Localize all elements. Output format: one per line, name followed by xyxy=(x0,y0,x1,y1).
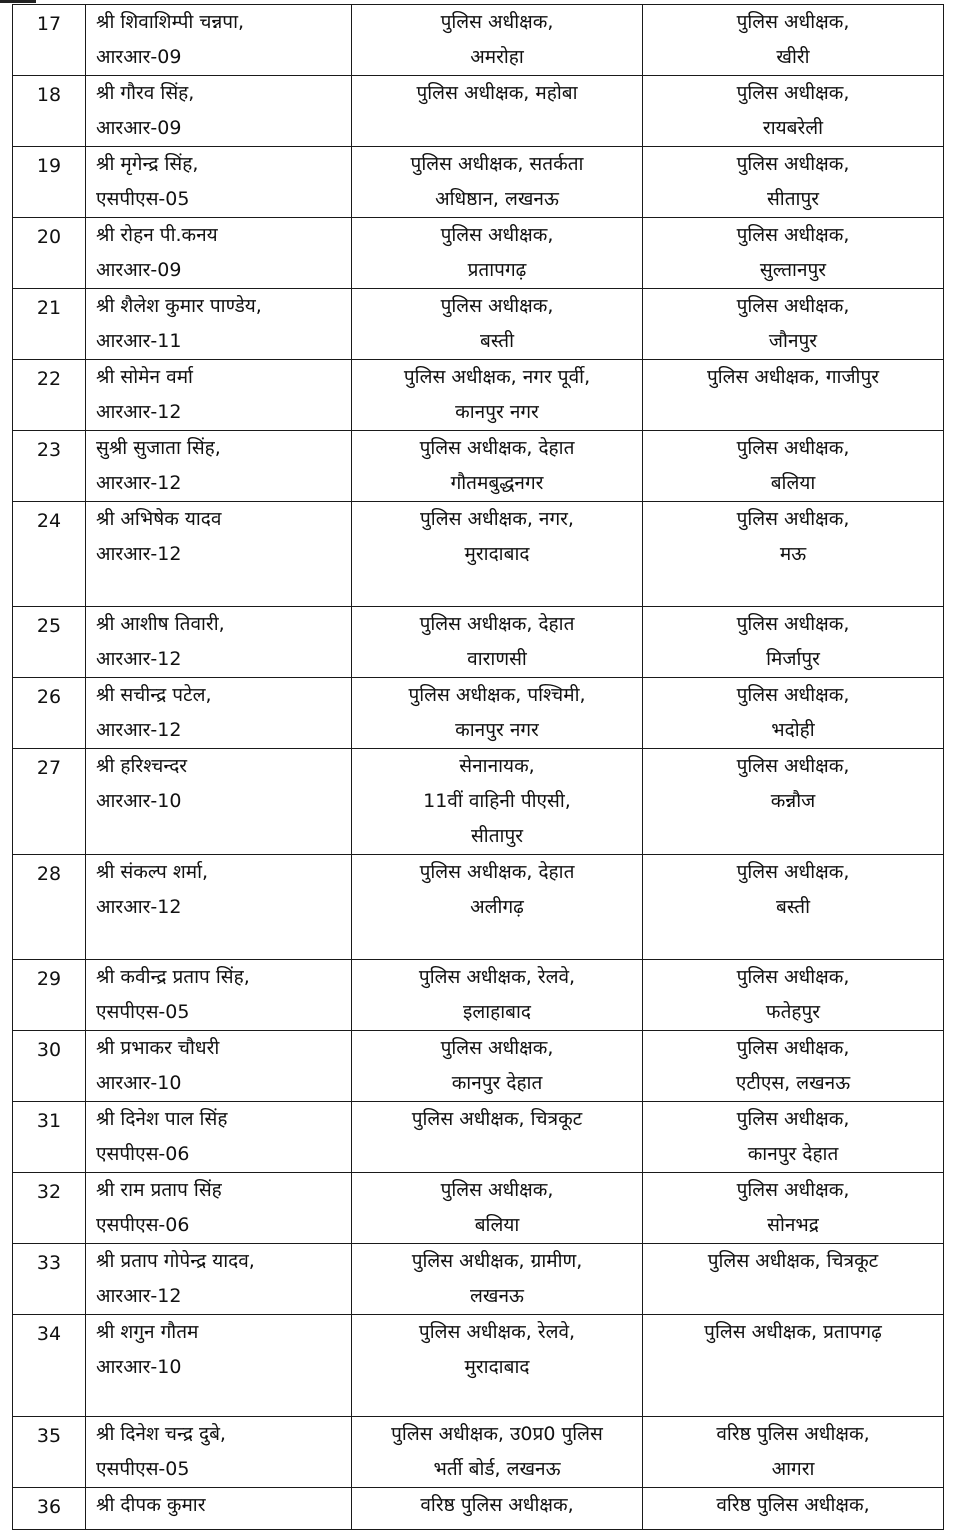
serial-number: 36 xyxy=(13,1488,86,1530)
new-posting-line: पुलिस अधीक्षक, xyxy=(736,684,850,706)
new-posting-cell xyxy=(643,1102,944,1173)
serial-number: 35 xyxy=(13,1417,86,1488)
current-posting-cell xyxy=(352,749,643,855)
current-posting-cell xyxy=(352,218,643,289)
officer-batch: आरआर-12 xyxy=(96,543,182,565)
current-posting-line: मुरादाबाद xyxy=(464,1356,530,1378)
current-posting-line: पुलिस अधीक्षक, xyxy=(440,1179,554,1201)
officer-cell xyxy=(86,1173,352,1244)
current-posting-cell xyxy=(352,855,643,960)
current-posting-line: गौतमबुद्धनगर xyxy=(450,472,544,494)
current-posting-line: कानपुर नगर xyxy=(455,401,539,423)
new-posting-line: पुलिस अधीक्षक, xyxy=(736,153,850,175)
transfer-table xyxy=(12,4,944,1530)
officer-cell xyxy=(86,1417,352,1488)
officer-batch: आरआर-12 xyxy=(96,472,182,494)
current-posting-line: पुलिस अधीक्षक, उ0प्र0 पुलिस xyxy=(391,1423,603,1445)
table-row xyxy=(13,502,944,607)
current-posting-cell xyxy=(352,147,643,218)
new-posting-line: मिर्जापुर xyxy=(766,648,820,670)
officer-batch: आरआर-10 xyxy=(96,790,182,812)
officer-batch: एसपीएस-06 xyxy=(96,1143,190,1165)
new-posting-cell xyxy=(643,749,944,855)
current-posting-line: पुलिस अधीक्षक, देहात xyxy=(419,861,575,883)
scan-edge-mark xyxy=(0,0,36,3)
current-posting-line: पुलिस अधीक्षक, xyxy=(440,295,554,317)
officer-name: श्री दिनेश पाल सिंह xyxy=(96,1108,228,1130)
current-posting-line: बस्ती xyxy=(480,330,514,352)
new-posting-line: पुलिस अधीक्षक, xyxy=(736,1179,850,1201)
officer-cell xyxy=(86,607,352,678)
current-posting-line: अधिष्ठान, लखनऊ xyxy=(435,188,559,210)
officer-name: श्री दिनेश चन्द्र दुबे, xyxy=(96,1423,226,1445)
officer-cell xyxy=(86,431,352,502)
new-posting-line: पुलिस अधीक्षक, xyxy=(736,82,850,104)
current-posting-line: भर्ती बोर्ड, लखनऊ xyxy=(433,1458,561,1480)
serial-number: 25 xyxy=(13,607,86,678)
current-posting-line: पुलिस अधीक्षक, नगर, xyxy=(420,508,574,530)
current-posting-line: पुलिस अधीक्षक, चित्रकूट xyxy=(411,1108,583,1130)
new-posting-line: पुलिस अधीक्षक, xyxy=(736,437,850,459)
officer-name: श्री सचीन्द्र पटेल, xyxy=(96,684,212,706)
officer-name: श्री संकल्प शर्मा, xyxy=(96,861,209,883)
table-row xyxy=(13,749,944,855)
serial-number: 28 xyxy=(13,855,86,960)
officer-batch: आरआर-10 xyxy=(96,1356,182,1378)
current-posting-line: पुलिस अधीक्षक, पश्चिमी, xyxy=(408,684,586,706)
current-posting-line: वरिष्ठ पुलिस अधीक्षक, xyxy=(420,1494,574,1516)
new-posting-line: बस्ती xyxy=(776,896,810,918)
officer-cell xyxy=(86,960,352,1031)
new-posting-line: पुलिस अधीक्षक, प्रतापगढ़ xyxy=(704,1321,882,1343)
new-posting-cell xyxy=(643,147,944,218)
officer-batch: आरआर-09 xyxy=(96,117,182,139)
current-posting-cell xyxy=(352,678,643,749)
new-posting-line: कानपुर देहात xyxy=(747,1143,839,1165)
current-posting-cell xyxy=(352,76,643,147)
officer-batch: आरआर-12 xyxy=(96,1285,182,1307)
current-posting-line: पुलिस अधीक्षक, xyxy=(440,11,554,33)
current-posting-cell xyxy=(352,1488,643,1530)
table-row xyxy=(13,1031,944,1102)
officer-name: श्री राम प्रताप सिंह xyxy=(96,1179,222,1201)
officer-name: श्री हरिश्चन्दर xyxy=(96,755,188,777)
new-posting-line: फतेहपुर xyxy=(765,1001,821,1023)
officer-cell xyxy=(86,76,352,147)
officer-name: श्री दीपक कुमार xyxy=(96,1494,206,1516)
transfer-table-body xyxy=(13,5,944,1530)
officer-cell xyxy=(86,678,352,749)
serial-number: 32 xyxy=(13,1173,86,1244)
new-posting-cell xyxy=(643,1244,944,1315)
serial-number: 20 xyxy=(13,218,86,289)
current-posting-cell xyxy=(352,1417,643,1488)
current-posting-line: पुलिस अधीक्षक, महोबा xyxy=(416,82,578,104)
current-posting-line: पुलिस अधीक्षक, xyxy=(440,224,554,246)
current-posting-line: पुलिस अधीक्षक, ग्रामीण, xyxy=(411,1250,583,1272)
new-posting-line: पुलिस अधीक्षक, xyxy=(736,224,850,246)
current-posting-line: सेनानायक, xyxy=(459,755,535,777)
table-row xyxy=(13,607,944,678)
current-posting-cell xyxy=(352,1315,643,1417)
table-row xyxy=(13,960,944,1031)
officer-batch: एसपीएस-05 xyxy=(96,188,190,210)
new-posting-line: आगरा xyxy=(771,1458,815,1480)
officer-name: श्री अभिषेक यादव xyxy=(96,508,222,530)
current-posting-cell xyxy=(352,1031,643,1102)
serial-number: 27 xyxy=(13,749,86,855)
serial-number: 24 xyxy=(13,502,86,607)
new-posting-cell xyxy=(643,1315,944,1417)
new-posting-line: पुलिस अधीक्षक, xyxy=(736,861,850,883)
table-row xyxy=(13,1173,944,1244)
new-posting-cell xyxy=(643,855,944,960)
current-posting-line: प्रतापगढ़ xyxy=(467,259,527,281)
new-posting-line: पुलिस अधीक्षक, xyxy=(736,1108,850,1130)
current-posting-line: अलीगढ़ xyxy=(470,896,524,918)
table-row xyxy=(13,76,944,147)
current-posting-line: इलाहाबाद xyxy=(462,1001,531,1023)
serial-number: 22 xyxy=(13,360,86,431)
table-row xyxy=(13,289,944,360)
new-posting-line: सोनभद्र xyxy=(767,1214,819,1236)
current-posting-line: कानपुर नगर xyxy=(455,719,539,741)
table-row xyxy=(13,431,944,502)
table-row xyxy=(13,147,944,218)
new-posting-cell xyxy=(643,360,944,431)
table-row xyxy=(13,855,944,960)
new-posting-line: बलिया xyxy=(770,472,816,494)
current-posting-cell xyxy=(352,1173,643,1244)
officer-batch: आरआर-09 xyxy=(96,46,182,68)
current-posting-cell xyxy=(352,289,643,360)
current-posting-cell xyxy=(352,360,643,431)
new-posting-line: पुलिस अधीक्षक, चित्रकूट xyxy=(707,1250,879,1272)
officer-batch: आरआर-10 xyxy=(96,1072,182,1094)
new-posting-line: वरिष्ठ पुलिस अधीक्षक, xyxy=(716,1423,870,1445)
new-posting-cell xyxy=(643,678,944,749)
officer-name: श्री सोमेन वर्मा xyxy=(96,366,193,388)
serial-number: 34 xyxy=(13,1315,86,1417)
current-posting-line: पुलिस अधीक्षक, सतर्कता xyxy=(410,153,584,175)
new-posting-line: भदोही xyxy=(771,719,815,741)
new-posting-line: पुलिस अधीक्षक, xyxy=(736,508,850,530)
serial-number: 21 xyxy=(13,289,86,360)
table-row xyxy=(13,1417,944,1488)
officer-cell xyxy=(86,1488,352,1530)
officer-name: श्री मृगेन्द्र सिंह, xyxy=(96,153,199,175)
current-posting-line: पुलिस अधीक्षक, xyxy=(440,1037,554,1059)
new-posting-cell xyxy=(643,1173,944,1244)
officer-name: श्री गौरव सिंह, xyxy=(96,82,195,104)
officer-cell xyxy=(86,1315,352,1417)
table-row xyxy=(13,360,944,431)
serial-number: 23 xyxy=(13,431,86,502)
current-posting-cell xyxy=(352,960,643,1031)
table-row xyxy=(13,218,944,289)
officer-name: श्री प्रताप गोपेन्द्र यादव, xyxy=(96,1250,255,1272)
officer-batch: आरआर-12 xyxy=(96,401,182,423)
officer-name: श्री आशीष तिवारी, xyxy=(96,613,225,635)
current-posting-line: 11वीं वाहिनी पीएसी, xyxy=(423,790,571,812)
current-posting-line: मुरादाबाद xyxy=(464,543,530,565)
current-posting-line: पुलिस अधीक्षक, रेलवे, xyxy=(418,1321,576,1343)
table-row xyxy=(13,1315,944,1417)
officer-cell xyxy=(86,1031,352,1102)
new-posting-cell xyxy=(643,289,944,360)
officer-batch: आरआर-09 xyxy=(96,259,182,281)
new-posting-cell xyxy=(643,607,944,678)
new-posting-line: कन्नौज xyxy=(770,790,816,812)
new-posting-line: एटीएस, लखनऊ xyxy=(735,1072,851,1094)
current-posting-cell xyxy=(352,1102,643,1173)
new-posting-cell xyxy=(643,1417,944,1488)
new-posting-line: पुलिस अधीक्षक, xyxy=(736,613,850,635)
table-row xyxy=(13,1102,944,1173)
current-posting-line: पुलिस अधीक्षक, देहात xyxy=(419,613,575,635)
officer-name: श्री रोहन पी.कनय xyxy=(96,224,218,246)
officer-name: सुश्री सुजाता सिंह, xyxy=(96,437,221,459)
new-posting-line: पुलिस अधीक्षक, xyxy=(736,1037,850,1059)
new-posting-line: जौनपुर xyxy=(768,330,818,352)
officer-cell xyxy=(86,855,352,960)
serial-number: 19 xyxy=(13,147,86,218)
officer-cell xyxy=(86,5,352,76)
new-posting-line: पुलिस अधीक्षक, xyxy=(736,966,850,988)
officer-batch: आरआर-12 xyxy=(96,719,182,741)
officer-batch: आरआर-12 xyxy=(96,896,182,918)
current-posting-line: बलिया xyxy=(474,1214,520,1236)
serial-number: 18 xyxy=(13,76,86,147)
serial-number: 30 xyxy=(13,1031,86,1102)
officer-cell xyxy=(86,360,352,431)
current-posting-line: कानपुर देहात xyxy=(451,1072,543,1094)
officer-cell xyxy=(86,749,352,855)
officer-cell xyxy=(86,502,352,607)
officer-name: श्री प्रभाकर चौधरी xyxy=(96,1037,220,1059)
table-row xyxy=(13,5,944,76)
new-posting-line: पुलिस अधीक्षक, xyxy=(736,755,850,777)
officer-batch: आरआर-11 xyxy=(96,330,182,352)
new-posting-cell xyxy=(643,1031,944,1102)
current-posting-line: पुलिस अधीक्षक, देहात xyxy=(419,437,575,459)
current-posting-cell xyxy=(352,607,643,678)
serial-number: 17 xyxy=(13,5,86,76)
new-posting-line: मऊ xyxy=(779,543,807,565)
officer-cell xyxy=(86,1102,352,1173)
new-posting-cell xyxy=(643,502,944,607)
officer-batch: आरआर-12 xyxy=(96,648,182,670)
new-posting-line: खीरी xyxy=(776,46,810,68)
officer-name: श्री शगुन गौतम xyxy=(96,1321,199,1343)
serial-number: 33 xyxy=(13,1244,86,1315)
current-posting-line: सीतापुर xyxy=(470,825,524,847)
current-posting-cell xyxy=(352,5,643,76)
officer-name: श्री कवीन्द्र प्रताप सिंह, xyxy=(96,966,250,988)
serial-number: 26 xyxy=(13,678,86,749)
table-row xyxy=(13,678,944,749)
current-posting-line: पुलिस अधीक्षक, नगर पूर्वी, xyxy=(403,366,591,388)
new-posting-line: सीतापुर xyxy=(766,188,820,210)
officer-cell xyxy=(86,218,352,289)
current-posting-line: लखनऊ xyxy=(470,1285,524,1307)
new-posting-cell xyxy=(643,431,944,502)
current-posting-cell xyxy=(352,431,643,502)
serial-number: 29 xyxy=(13,960,86,1031)
current-posting-line: पुलिस अधीक्षक, रेलवे, xyxy=(418,966,576,988)
officer-cell xyxy=(86,1244,352,1315)
officer-name: श्री शिवाशिम्पी चन्नपा, xyxy=(96,11,245,33)
new-posting-cell xyxy=(643,218,944,289)
new-posting-cell xyxy=(643,76,944,147)
new-posting-line: वरिष्ठ पुलिस अधीक्षक, xyxy=(716,1494,870,1516)
current-posting-line: अमरोहा xyxy=(470,46,524,68)
new-posting-line: पुलिस अधीक्षक, xyxy=(736,11,850,33)
officer-batch: एसपीएस-05 xyxy=(96,1458,190,1480)
officer-batch: एसपीएस-06 xyxy=(96,1214,190,1236)
new-posting-line: पुलिस अधीक्षक, xyxy=(736,295,850,317)
officer-cell xyxy=(86,289,352,360)
officer-name: श्री शैलेश कुमार पाण्डेय, xyxy=(96,295,262,317)
current-posting-line: वाराणसी xyxy=(467,648,527,670)
current-posting-cell xyxy=(352,1244,643,1315)
table-row xyxy=(13,1488,944,1530)
new-posting-line: सुल्तानपुर xyxy=(759,259,827,281)
table-row xyxy=(13,1244,944,1315)
new-posting-cell xyxy=(643,960,944,1031)
new-posting-line: रायबरेली xyxy=(762,117,824,139)
new-posting-line: पुलिस अधीक्षक, गाजीपुर xyxy=(706,366,880,388)
new-posting-cell xyxy=(643,5,944,76)
current-posting-cell xyxy=(352,502,643,607)
serial-number: 31 xyxy=(13,1102,86,1173)
officer-batch: एसपीएस-05 xyxy=(96,1001,190,1023)
new-posting-cell xyxy=(643,1488,944,1530)
officer-cell xyxy=(86,147,352,218)
